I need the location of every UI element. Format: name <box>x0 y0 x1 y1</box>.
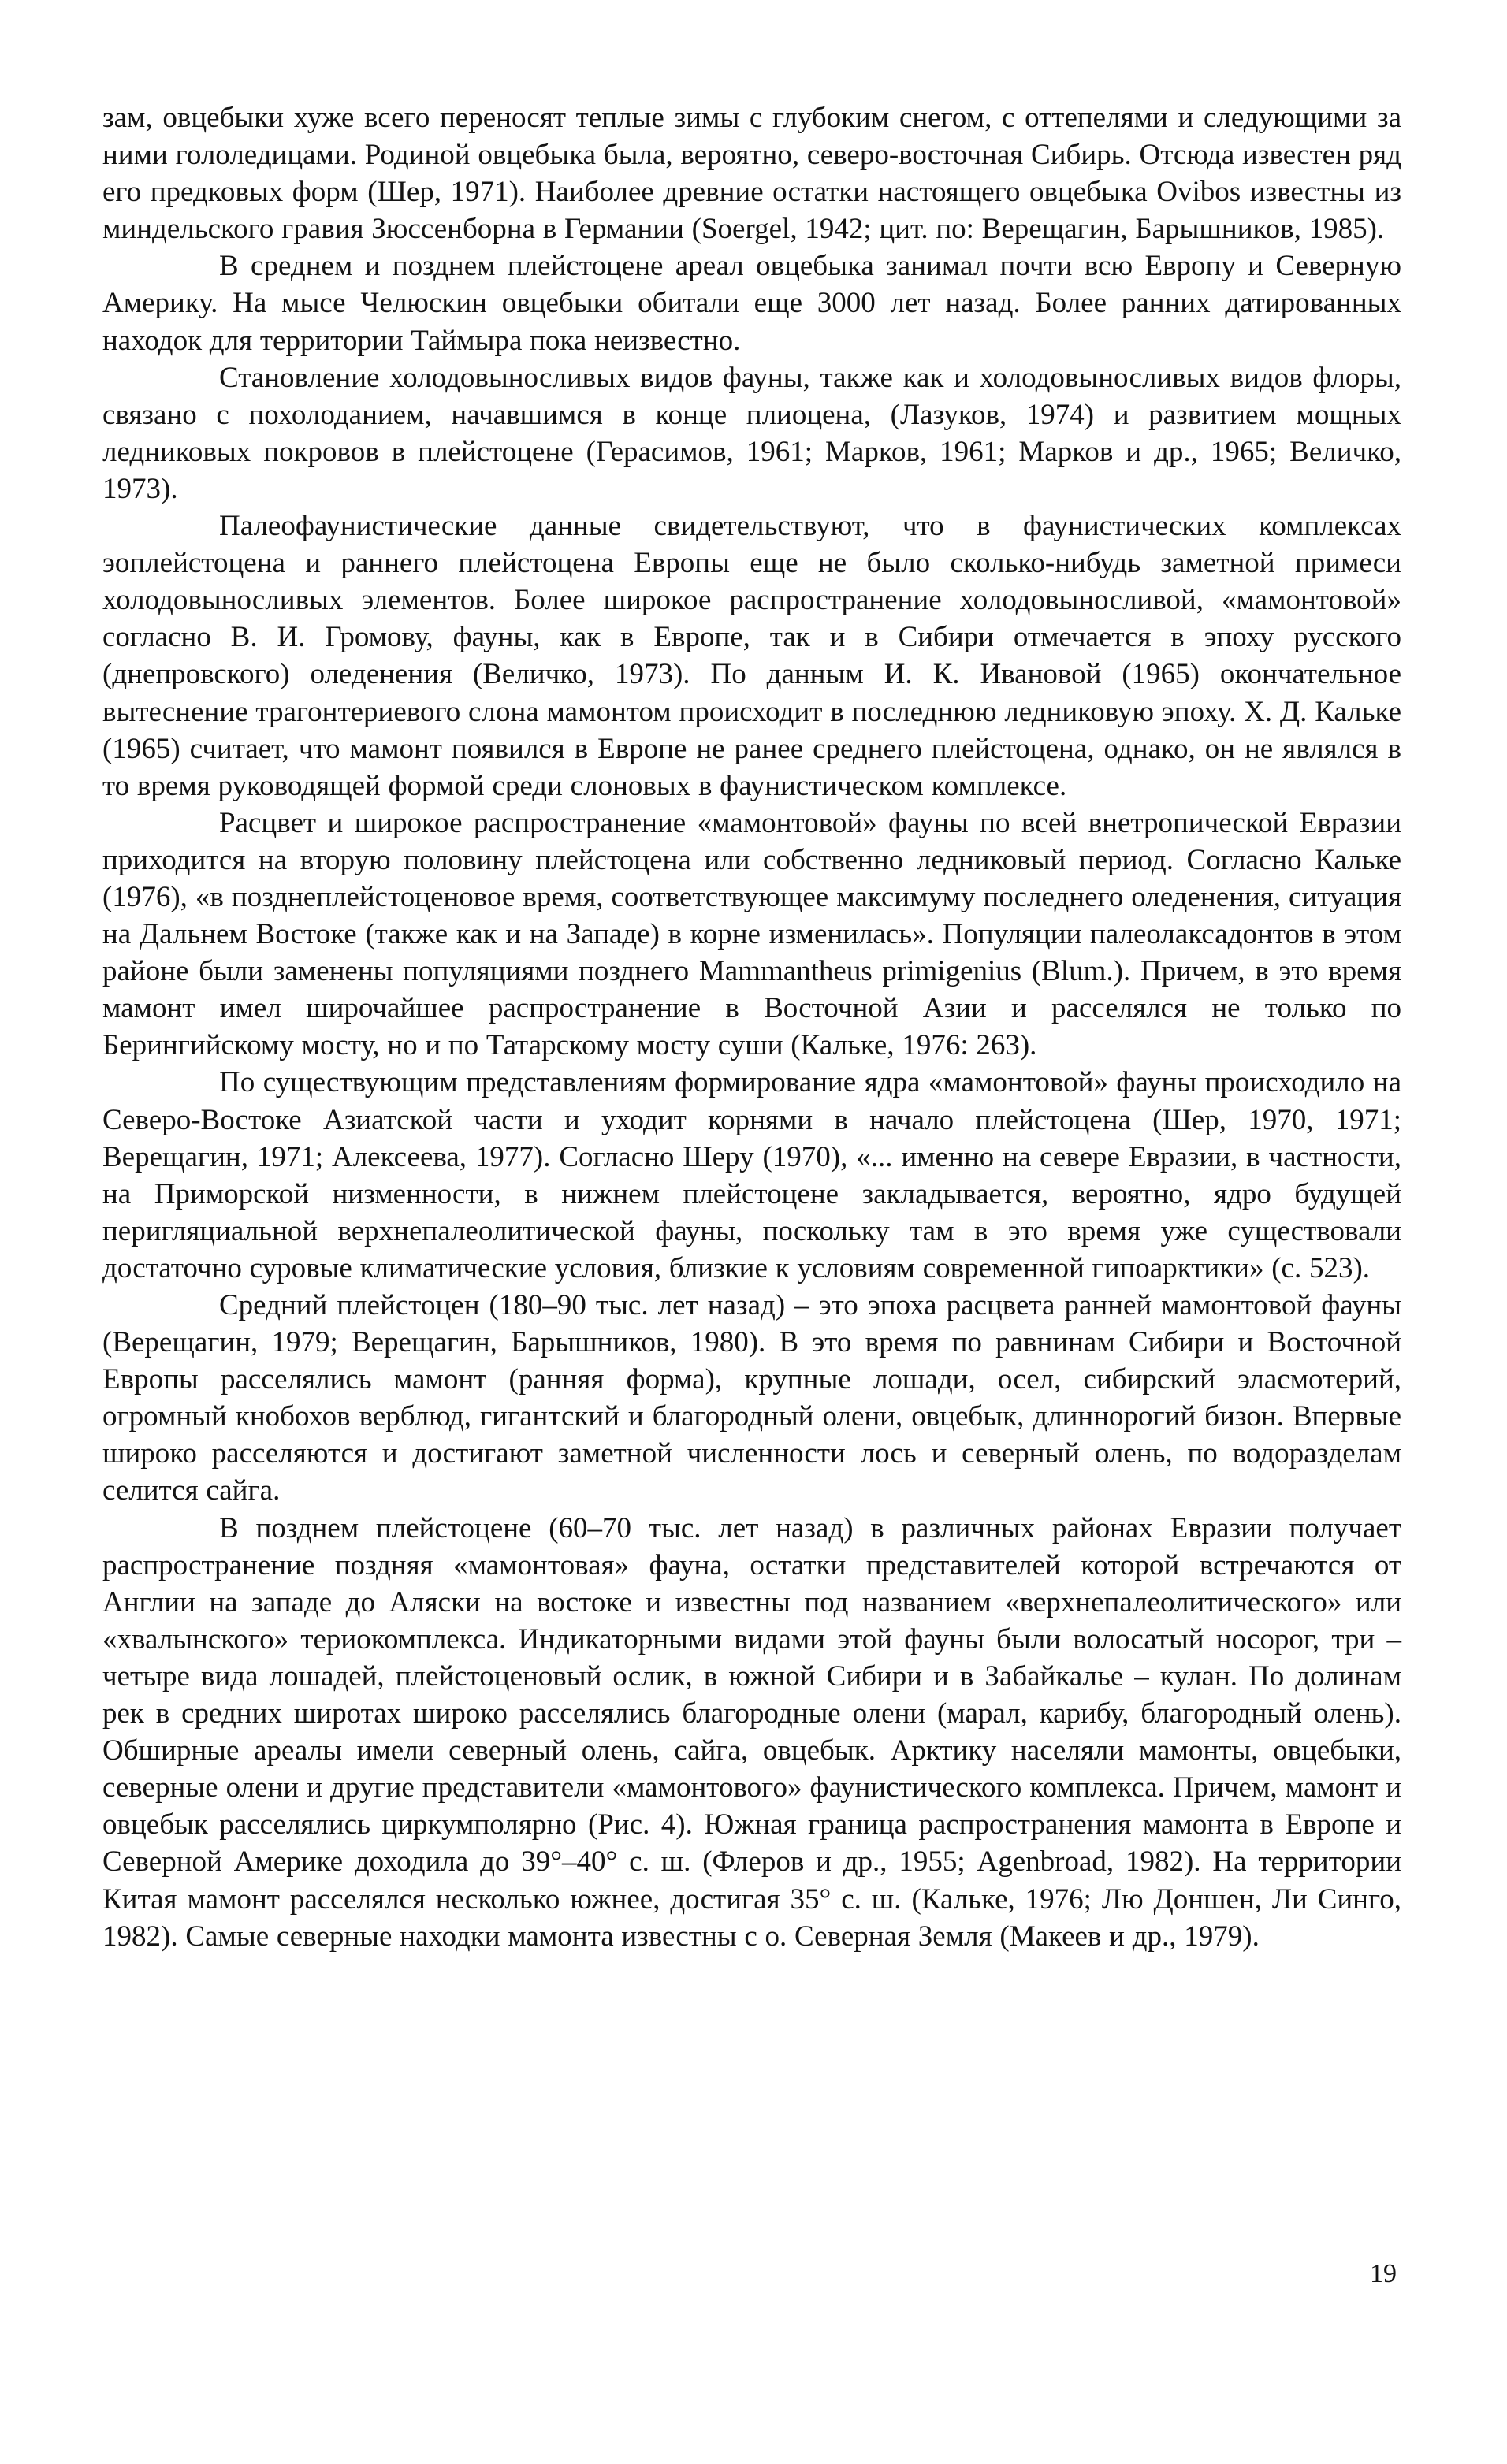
paragraph-4: Палеофаунистические данные свидетельствуют, что в фаунистических комплексах эоплейстоцена и раннего плейстоцена Европы еще не было сколько-нибудь заметной примеси холодовыносливых элементов. Более широкое распространение холодовыносливой, «мамонтовой» согласно В. И. Громову, фауны, как в Европе, так и в Сибири отмечается в эпоху русского (днепровского) оледенения (Величко, 1973). По данным И. К. Ивановой (1965) окончательное вытеснение трагонтериевого слона мамонтом происходит в последнюю ледниковую эпоху. Х. Д. Кальке (1965) считает, что мамонт появился в Европе не ранее среднего плейстоцена, однако, он не являлся в то время руководящей формой среди слоновых в фаунистическом комплексе. <box>102 510 1401 802</box>
paragraph-3: Становление холодовыносливых видов фауны, также как и холодовыносливых видов флоры, связано с похолоданием, начавшимся в конце плиоцена, (Лазуков, 1974) и развитием мощных ледниковых покровов в плейстоцене (Герасимов, 1961; Марков, 1961; Марков и др., 1965; Величко, 1973). <box>102 361 1401 505</box>
page-body <box>102 99 1401 1955</box>
paragraph-6: По существующим представлениям формирование ядра «мамонтовой» фауны происходило на Северо-Востоке Азиатской части и уходит корнями в начало плейстоцена (Шер, 1970, 1971; Верещагин, 1971; Алексеева, 1977). Согласно Шеру (1970), «... именно на севере Евразии, в частности, на Приморской низменности, в нижнем плейстоцене закладывается, вероятно, ядро будущей перигляциальной верхнепалеолитической фауны, поскольку там в это время уже существовали достаточно суровые климатические условия, близкие к условиям современной гипоарктики» (с. 523). <box>102 1066 1401 1284</box>
paragraph-2: В среднем и позднем плейстоцене ареал овцебыка занимал почти всю Европу и Северную Америку. На мысе Челюскин овцебыки обитали еще 3000 лет назад. Более ранних датированных находок для территории Таймыра пока неизвестно. <box>102 250 1401 357</box>
page-number: 19 <box>1370 2259 1397 2288</box>
paragraph-7: Средний плейстоцен (180–90 тыс. лет назад) – это эпоха расцвета ранней мамонтовой фауны (Верещагин, 1979; Верещагин, Барышников, 1980). В это время по равнинам Сибири и Восточной Европы расселялись мамонт (ранняя форма), крупные лошади, осел, сибирский эласмотерий, огромный кнобохов верблюд, гигантский и благородный олени, овцебык, длиннорогий бизон. Впервые широко расселяются и достигают заметной численности лось и северный олень, по водоразделам селится сайга. <box>102 1289 1401 1507</box>
paragraph-8: В позднем плейстоцене (60–70 тыс. лет назад) в различных районах Евразии получает распространение поздняя «мамонтовая» фауна, остатки представителей которой встречаются от Англии на западе до Аляски на востоке и известны под названием «верхнепалеолитического» или «хвалынского» териокомплекса. Индикаторными видами этой фауны были волосатый носорог, три – четыре вида лошадей, плейстоценовый ослик, в южной Сибири и в Забайкалье – кулан. По долинам рек в средних широтах широко расселялись благородные олени (марал, карибу, благородный олень). Обширные ареалы имели северный олень, сайга, овцебык. Арктику населяли мамонты, овцебыки, северные олени и другие представители «мамонтового» фаунистического комплекса. Причем, мамонт и овцебык расселялись циркумполярно (Рис. 4). Южная граница распространения мамонта в Европе и Северной Америке доходила до 39°–40° с. ш. (Флеров и др., 1955; Agenbroad, 1982). На территории Китая мамонт расселялся несколько южнее, достигая 35° с. ш. (Кальке, 1976; Лю Доншен, Ли Синго, 1982). Самые северные находки мамонта известны с о. Северная Земля (Макеев и др., 1979). <box>102 1511 1401 1953</box>
paragraph-5: Расцвет и широкое распространение «мамонтовой» фауны по всей внетропической Евразии приходится на вторую половину плейстоцена или собственно ледниковый период. Согласно Кальке (1976), «в позднеплейстоценовое время, соответствующее максимуму последнего оледенения, ситуация на Дальнем Востоке (также как и на Западе) в корне изменилась». Популяции палеолаксадонтов в этом районе были заменены популяциями позднего Mammantheus primigenius (Blum.). Причем, в это время мамонт имел широчайшее распространение в Восточной Азии и расселялся не только по Берингийскому мосту, но и по Татарскому мосту суши (Кальке, 1976: 263). <box>102 806 1401 1062</box>
paragraph-1: зам, овцебыки хуже всего переносят теплые зимы с глубоким снегом, с оттепелями и следующими за ними гололедицами. Родиной овцебыка была, вероятно, северо-восточная Сибирь. Отсюда известен ряд его предковых форм (Шер, 1971). Наиболее древние остатки настоящего овцебыка Ovibos известны из миндельского гравия Зюссенборна в Германии (Soergel, 1942; цит. по: Верещагин, Барышников, 1985). <box>102 102 1401 246</box>
